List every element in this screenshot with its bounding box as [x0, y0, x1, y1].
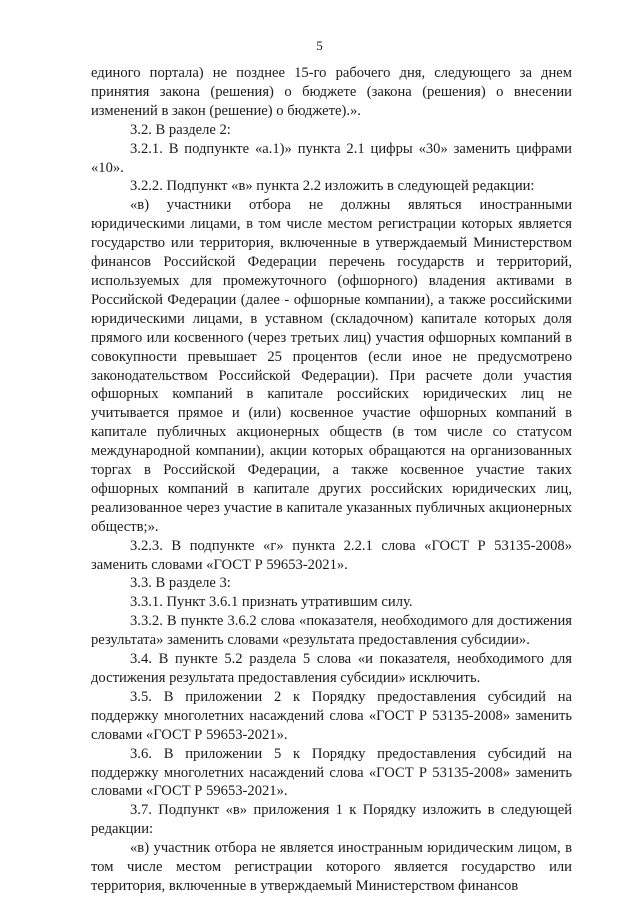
paragraph-3-4: 3.4. В пункте 5.2 раздела 5 слова «и показателя, необходимого для достижения результата предоставления субсидии» исключить. — [91, 651, 572, 686]
paragraph-3-7: 3.7. Подпункт «в» приложения 1 к Порядку изложить в следующей редакции: — [91, 802, 572, 838]
paragraph-3-2-2-text: «в) участники отбора не должны являться иностранными юридическими лицами, в том числе местом регистрации которых является государство или территория, включенные в утверждаемый Министерством финансов Российской Федерации перечень государств и территорий, используемых для промежуточного (офшорного) владения активами в Российской Федерации (далее - офшорные компании), а также российскими юридическими лицами, в уставном (складочном) капитале которых доля прямого или косвенного (через третьих лиц) участия офшорных компаний в совокупности превышает 25 процентов (если иное не предусмотрено законодательством Российской Федерации). При расчете доли участия офшорных компаний в капитале российских юридических лиц не учитывается прямое и (или) косвенное участие офшорных компаний в капитале публичных акционерных обществ (в том числе со статусом международной компании), акции которых обращаются на организованных торгах в Российской Федерации, а также косвенное участие таких офшорных компаний в капитале других российских юридических лиц, реализованное через участие в капитале указанных публичных акционерных обществ;». — [91, 197, 572, 535]
page-number: 5 — [316, 38, 323, 53]
document-body — [91, 64, 572, 896]
paragraph-section-3-2: 3.2. В разделе 2: — [130, 121, 231, 138]
paragraph-3-3-1: 3.3.1. Пункт 3.6.1 признать утратившим силу. — [130, 594, 413, 611]
paragraph-3-2-3: 3.2.3. В подпункте «г» пункта 2.2.1 слова «ГОСТ Р 53135-2008» заменить словами «ГОСТ Р 59653-2021». — [91, 537, 572, 573]
paragraph-3-6: 3.6. В приложении 5 к Порядку предоставления субсидий на поддержку многолетних насаждений слова «ГОСТ Р 53135-2008» заменить словами «ГОСТ Р 59653-2021». — [91, 745, 572, 800]
paragraph-section-3-3: 3.3. В разделе 3: — [130, 575, 231, 592]
paragraph-continuation: единого портала) не позднее 15-го рабочего дня, следующего за днем принятия закона (решения) о бюджете (закона (решения) о внесении изменений в закон (решение) о бюджете).». — [91, 65, 572, 119]
paragraph-3-5: 3.5. В приложении 2 к Порядку предоставления субсидий на поддержку многолетних насаждений слова «ГОСТ Р 53135-2008» заменить словами «ГОСТ Р 59653-2021». — [91, 688, 572, 743]
paragraph-3-3-2: 3.3.2. В пункте 3.6.2 слова «показателя, необходимого для достижения результата» заменить словами «результата предоставления субсидии». — [91, 613, 572, 649]
paragraph-3-2-2: 3.2.2. Подпункт «в» пункта 2.2 изложить в следующей редакции: — [130, 178, 535, 195]
paragraph-3-7-text: «в) участник отбора не является иностранным юридическим лицом, в том числе местом регистрации которого является государство или территория, включенные в утверждаемый Министерством финансов — [91, 840, 572, 894]
paragraph-3-2-1: 3.2.1. В подпункте «а.1)» пункта 2.1 цифры «30» заменить цифрами «10». — [91, 140, 572, 176]
